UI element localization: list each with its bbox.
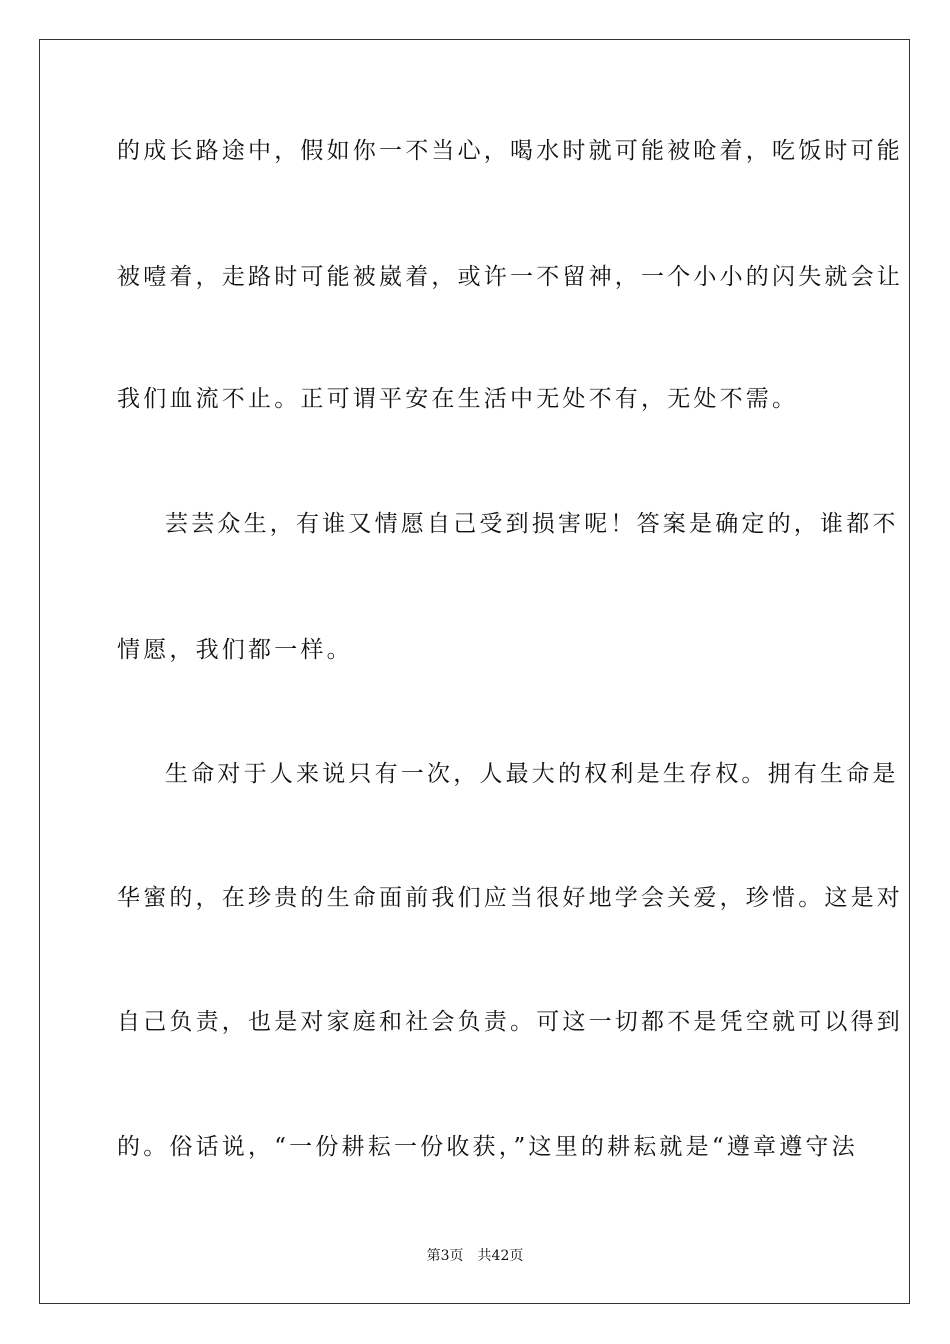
page-border (39, 39, 910, 1304)
paragraph-first-line: 芸芸众生，有谁又情愿自己受到损害呢！答案是确定的，谁都不 (165, 511, 899, 537)
page-number-footer: 第3页 共42页 (426, 1248, 524, 1264)
text-line: 情愿，我们都一样。 (117, 637, 353, 663)
paragraph-first-line: 生命对于人来说只有一次，人最大的权利是生存权。拥有生命是 (165, 761, 899, 787)
text-line: 的成长路途中，假如你一不当心，喝水时就可能被呛着，吃饭时可能 (117, 138, 903, 164)
text-line: 自己负责，也是对家庭和社会负责。可这一切都不是凭空就可以得到 (117, 1009, 903, 1035)
text-line: 的。俗话说，“一份耕耘一份收获，”这里的耕耘就是“遵章遵守法 (117, 1134, 858, 1160)
text-line: 被噎着，走路时可能被崴着，或许一不留神，一个小小的闪失就会让 (117, 264, 903, 290)
text-line: 我们血流不止。正可谓平安在生活中无处不有，无处不需。 (117, 386, 799, 412)
text-line: 华蜜的，在珍贵的生命面前我们应当很好地学会关爱，珍惜。这是对 (117, 885, 903, 911)
